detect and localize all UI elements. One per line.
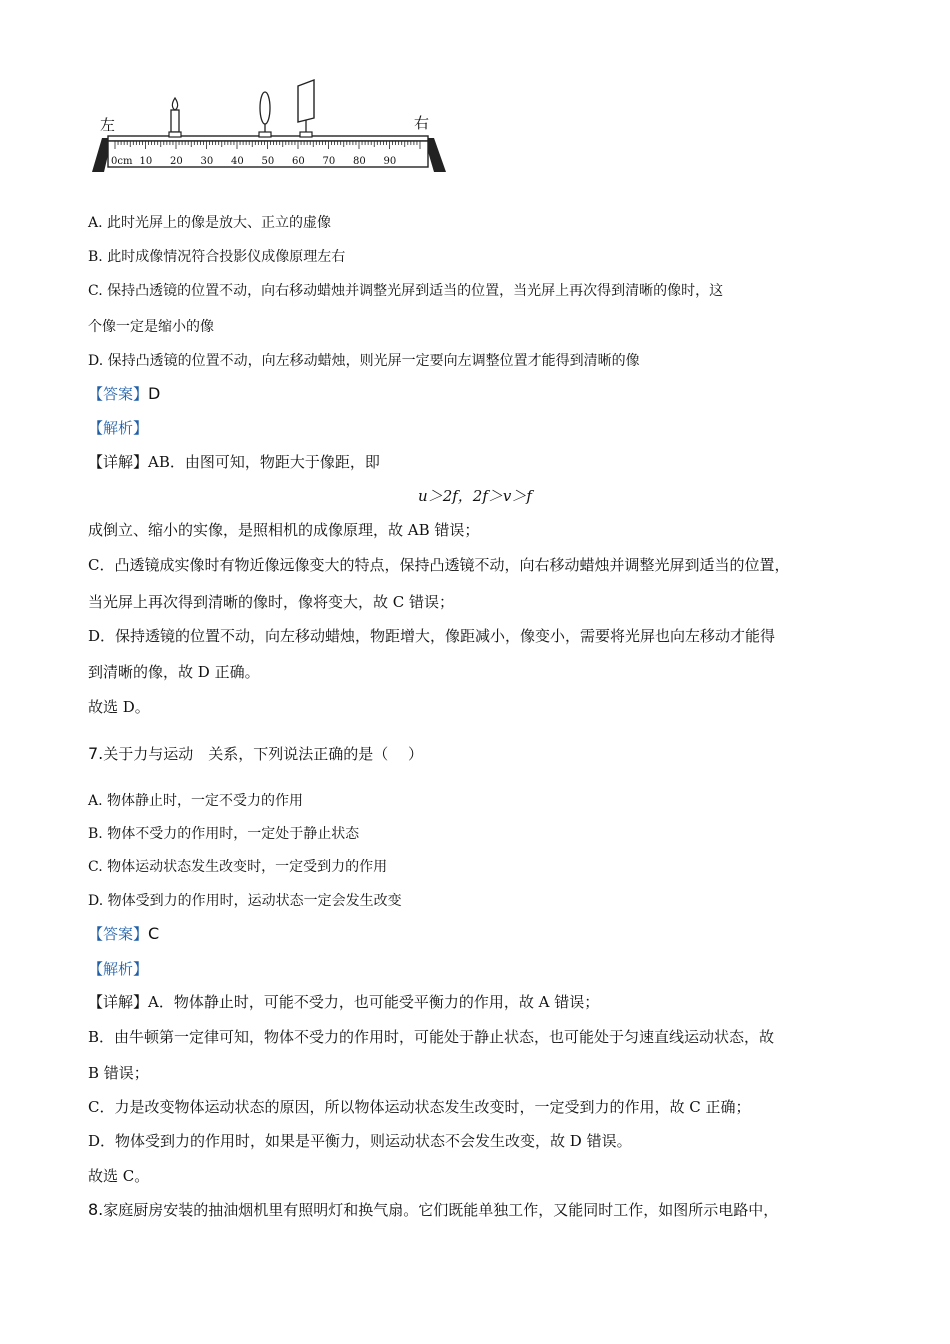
- light-screen: [298, 80, 314, 137]
- convex-lens: [259, 92, 271, 137]
- candle: [169, 98, 181, 137]
- q7-conclusion: 故选 C。: [88, 1167, 150, 1185]
- q6-detail-2: 成倒立、缩小的实像，是照相机的成像原理，故 AB 错误；: [88, 521, 480, 539]
- q8-stem-text: 家庭厨房安装的抽油烟机里有照明灯和换气扇。它们既能单独工作，又能同时工作，如图所示电路中，: [103, 1201, 779, 1219]
- q7-stem-text: 关于力与运动 关系，下列说法正确的是（ ）: [103, 745, 424, 763]
- answer-tag: 【答案】: [88, 925, 149, 943]
- q6-conclusion: 故选 D。: [88, 698, 150, 716]
- q6-option-d: D. 保持凸透镜的位置不动，向左移动蜡烛，则光屏一定要向左调整位置才能得到清晰的像: [88, 353, 640, 369]
- optical-bench-figure: [92, 74, 452, 174]
- q7-option-c: C. 物体运动状态发生改变时，一定受到力的作用: [88, 859, 388, 875]
- q7-detail-5: D．物体受到力的作用时，如果是平衡力，则运动状态不会发生改变，故 D 错误。: [88, 1132, 632, 1150]
- q7-analysis-tag: 【解析】: [88, 960, 149, 978]
- right-label: 右: [414, 114, 430, 132]
- q6-detail-3: C．凸透镜成实像时有物近像远像变大的特点，保持凸透镜不动，向右移动蜡烛并调整光屏到适当的位置，: [88, 556, 790, 574]
- q7-detail-2: B．由牛顿第一定律可知，物体不受力的作用时，可能处于静止状态，也可能处于匀速直线运动状态，故: [88, 1028, 775, 1046]
- q6-detail-1: [88, 452, 380, 472]
- detail-tag: 【详解】: [88, 453, 149, 471]
- ruler-tick-label: 90: [383, 156, 397, 167]
- q7-option-a: A. 物体静止时，一定不受力的作用: [88, 793, 304, 809]
- answer-value: C: [148, 924, 160, 943]
- q7-stem: [88, 744, 423, 764]
- q6-analysis-tag: 【解析】: [88, 419, 149, 437]
- ruler-tick-label: 70: [322, 156, 336, 167]
- q6-detail-4: 当光屏上再次得到清晰的像时，像将变大，故 C 错误；: [88, 593, 455, 611]
- detail-text: A．物体静止时，可能不受力，也可能受平衡力的作用，故 A 错误；: [148, 993, 600, 1011]
- ruler-tick-label: 30: [200, 156, 214, 167]
- ruler-tick-label: 50: [261, 156, 275, 167]
- q6-formula: u＞2f，2f＞v＞f: [418, 487, 532, 505]
- q8-number: 8.: [88, 1200, 104, 1219]
- q6-detail-5: D．保持透镜的位置不动，向左移动蜡烛，物距增大，像距减小，像变小，需要将光屏也向左移动才能得: [88, 627, 776, 645]
- q7-option-b: B. 物体不受力的作用时，一定处于静止状态: [88, 826, 360, 842]
- detail-tag: 【详解】: [88, 993, 149, 1011]
- q7-option-d: D. 物体受到力的作用时，运动状态一定会发生改变: [88, 893, 402, 909]
- answer-value: D: [148, 384, 161, 403]
- q6-answer: [88, 384, 160, 404]
- q6-option-a: A. 此时光屏上的像是放大、正立的虚像: [88, 215, 332, 231]
- q7-number: 7.: [88, 744, 104, 763]
- left-label: 左: [100, 116, 116, 134]
- q7-detail-1: [88, 992, 599, 1012]
- ruler-tick-label: 60: [292, 156, 305, 167]
- q6-detail-6: 到清晰的像，故 D 正确。: [88, 663, 260, 681]
- q8-stem: [88, 1200, 778, 1220]
- answer-tag: 【答案】: [88, 385, 149, 403]
- q7-detail-4: C．力是改变物体运动状态的原因，所以物体运动状态发生改变时，一定受到力的作用，故 C 正确；: [88, 1098, 751, 1116]
- ruler-tick-label: 40: [231, 156, 244, 167]
- ruler-tick-label: 0cm: [111, 156, 133, 167]
- ruler-tick-label: 80: [353, 156, 366, 167]
- ruler-tick-label: 10: [139, 156, 153, 167]
- q6-option-b: B. 此时成像情况符合投影仪成像原理左右: [88, 249, 346, 265]
- q6-option-c-line2: 个像一定是缩小的像: [88, 319, 214, 335]
- q7-detail-3: B 错误；: [88, 1064, 149, 1082]
- q6-option-c-line1: C. 保持凸透镜的位置不动，向右移动蜡烛并调整光屏到适当的位置，当光屏上再次得到清晰的像时，这: [88, 283, 724, 299]
- detail-text: AB．由图可知，物距大于像距，即: [148, 453, 380, 471]
- ruler-tick-label: 20: [170, 156, 183, 167]
- q7-answer: [88, 924, 159, 944]
